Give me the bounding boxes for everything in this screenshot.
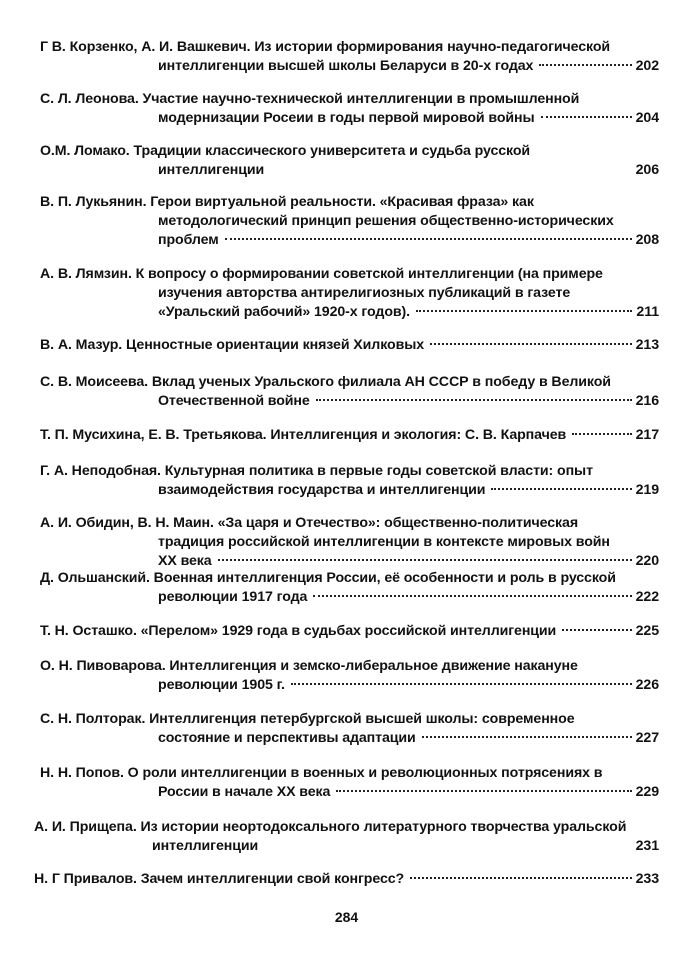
entry-line: «Уральский рабочий» 1920-х годов).: [158, 304, 410, 320]
entry-page: 231: [635, 838, 659, 854]
entry-line: модернизации Росеии в годы первой мировой войны: [158, 110, 535, 126]
entry-line: В. А. Мазур. Ценностные ориентации князей Хилковых: [40, 337, 424, 353]
entry-line: интеллигенции высшей школы Беларуси в 20-х годах: [158, 58, 534, 74]
entry-line: Отечественной войне: [158, 393, 310, 409]
entry-page: 219: [635, 482, 659, 498]
entry-last-line: [40, 426, 659, 445]
entry-page: 227: [635, 730, 659, 746]
toc-entry: [40, 142, 659, 180]
dot-leader: [291, 683, 632, 685]
toc-entry: [40, 514, 659, 571]
entry-line: интеллигенции: [158, 162, 265, 178]
entry-line: О. Н. Пивоварова. Интеллигенция и земско-либеральное движение накануне: [40, 658, 578, 674]
entry-line: С. В. Моисеева. Вклад ученых Уральского филиала АН СССР в победу в Великой: [40, 374, 611, 390]
dot-leader: [539, 64, 631, 66]
toc-entry: [34, 818, 659, 856]
entry-page: 220: [635, 553, 659, 569]
toc-entry: [40, 336, 659, 355]
toc-entry: [40, 193, 659, 250]
entry-page: 211: [636, 304, 659, 320]
entry-page: 213: [635, 337, 659, 353]
entry-line: Н. Н. Попов. О роли интеллигенции в военных и революционных потрясениях в: [40, 765, 603, 781]
entry-last-line: [40, 676, 659, 695]
dot-leader: [572, 433, 631, 435]
entry-line: изучения авторства антирелигиозных публикаций в газете: [158, 285, 571, 301]
entry-line: А. И. Обидин, В. Н. Маин. «За царя и Отечество»: общественно-политическая: [40, 515, 579, 531]
toc-entry: [40, 90, 659, 128]
toc-entry: [34, 870, 659, 889]
entry-line: взаимодействия государства и интеллигенции: [158, 482, 486, 498]
entry-line: Т. Н. Осташко. «Перелом» 1929 года в судьбах российской интеллигенции: [40, 623, 557, 639]
entry-line: XX века: [158, 553, 212, 569]
entry-line: Т. П. Мусихина, Е. В. Третьякова. Интеллигенция и экология: С. В. Карпачев: [40, 427, 567, 443]
entry-line: С. Н. Полторак. Интеллигенция петербургской высшей школы: современное: [40, 711, 575, 727]
entry-page: 233: [635, 871, 659, 887]
entry-line: Г. А. Неподобная. Культурная политика в первые годы советской власти: опыт: [40, 463, 593, 479]
toc-entry: [40, 373, 659, 411]
entry-line: России в начале XX века: [158, 784, 331, 800]
entry-line: проблем: [158, 232, 219, 248]
entry-page: 208: [635, 232, 659, 248]
entry-last-line: [40, 109, 659, 128]
entry-last-line: [40, 588, 659, 607]
entry-last-line: [34, 837, 659, 856]
entry-line: интеллигенции: [152, 838, 259, 854]
toc-entry: [40, 622, 659, 641]
dot-leader: [316, 399, 632, 401]
toc-entry: [40, 265, 659, 322]
entry-line: Д. Ольшанский. Военная интеллигенция России, её особенности и роль в русской: [40, 570, 616, 586]
entry-last-line: [40, 161, 659, 180]
toc-entry: [40, 657, 659, 695]
entry-line: О.М. Ломако. Традиции классического университета и судьба русской: [40, 143, 531, 159]
dot-leader: [218, 559, 632, 561]
dot-leader: [562, 629, 631, 631]
entry-page: 229: [635, 784, 659, 800]
entry-page: 226: [635, 677, 659, 693]
entry-line: революции 1917 года: [158, 589, 308, 605]
toc-entry: [40, 38, 659, 76]
toc-entry: [40, 569, 659, 607]
toc-entry: [40, 710, 659, 748]
entry-line: С. Л. Леонова. Участие научно-технической интеллигенции в промышленной: [40, 91, 580, 107]
entry-line: состояние и перспективы адаптации: [158, 730, 416, 746]
dot-leader: [410, 877, 632, 879]
entry-last-line: [40, 57, 659, 76]
entry-last-line: [40, 729, 659, 748]
entry-last-line: [40, 392, 659, 411]
entry-line: В. П. Лукьянин. Герои виртуальной реальности. «Красивая фраза» как: [40, 194, 534, 210]
entry-last-line: [34, 870, 659, 889]
entry-page: 204: [635, 110, 659, 126]
dot-leader: [225, 238, 632, 240]
entry-line: традиция российской интеллигенции в контексте мировых войн: [158, 534, 610, 550]
dot-leader: [313, 595, 631, 597]
dot-leader: [416, 310, 632, 312]
dot-leader: [430, 343, 632, 345]
dot-leader: [336, 790, 631, 792]
toc-entry: [40, 426, 659, 445]
entry-page: 222: [635, 589, 659, 605]
dot-leader: [422, 736, 632, 738]
entry-page: 202: [635, 58, 659, 74]
entry-line: революции 1905 г.: [158, 677, 285, 693]
toc-entry: [40, 462, 659, 500]
entry-last-line: [40, 303, 659, 322]
dot-leader: [491, 488, 631, 490]
entry-line: методологический принцип решения общественно-исторических: [158, 213, 614, 229]
dot-leader: [541, 116, 632, 118]
entry-line: Н. Г Привалов. Зачем интеллигенции свой конгресс?: [34, 871, 405, 887]
entry-page: 216: [635, 393, 659, 409]
entry-last-line: [40, 336, 659, 355]
toc-entry: [40, 764, 659, 802]
page-number: 284: [334, 909, 359, 925]
entry-line: А. И. Прищепа. Из истории неортодоксального литературного творчества уральской: [34, 819, 627, 835]
entry-last-line: [40, 622, 659, 641]
entry-page: 206: [635, 162, 659, 178]
entry-page: 225: [635, 623, 659, 639]
entry-line: А. В. Лямзин. К вопросу о формировании советской интеллигенции (на примере: [40, 266, 603, 282]
entry-last-line: [40, 231, 659, 250]
entry-last-line: [40, 783, 659, 802]
entry-line: Г В. Корзенко, А. И. Вашкевич. Из истории формирования научно-педагогической: [40, 39, 611, 55]
entry-last-line: [40, 481, 659, 500]
entry-page: 217: [635, 427, 659, 443]
